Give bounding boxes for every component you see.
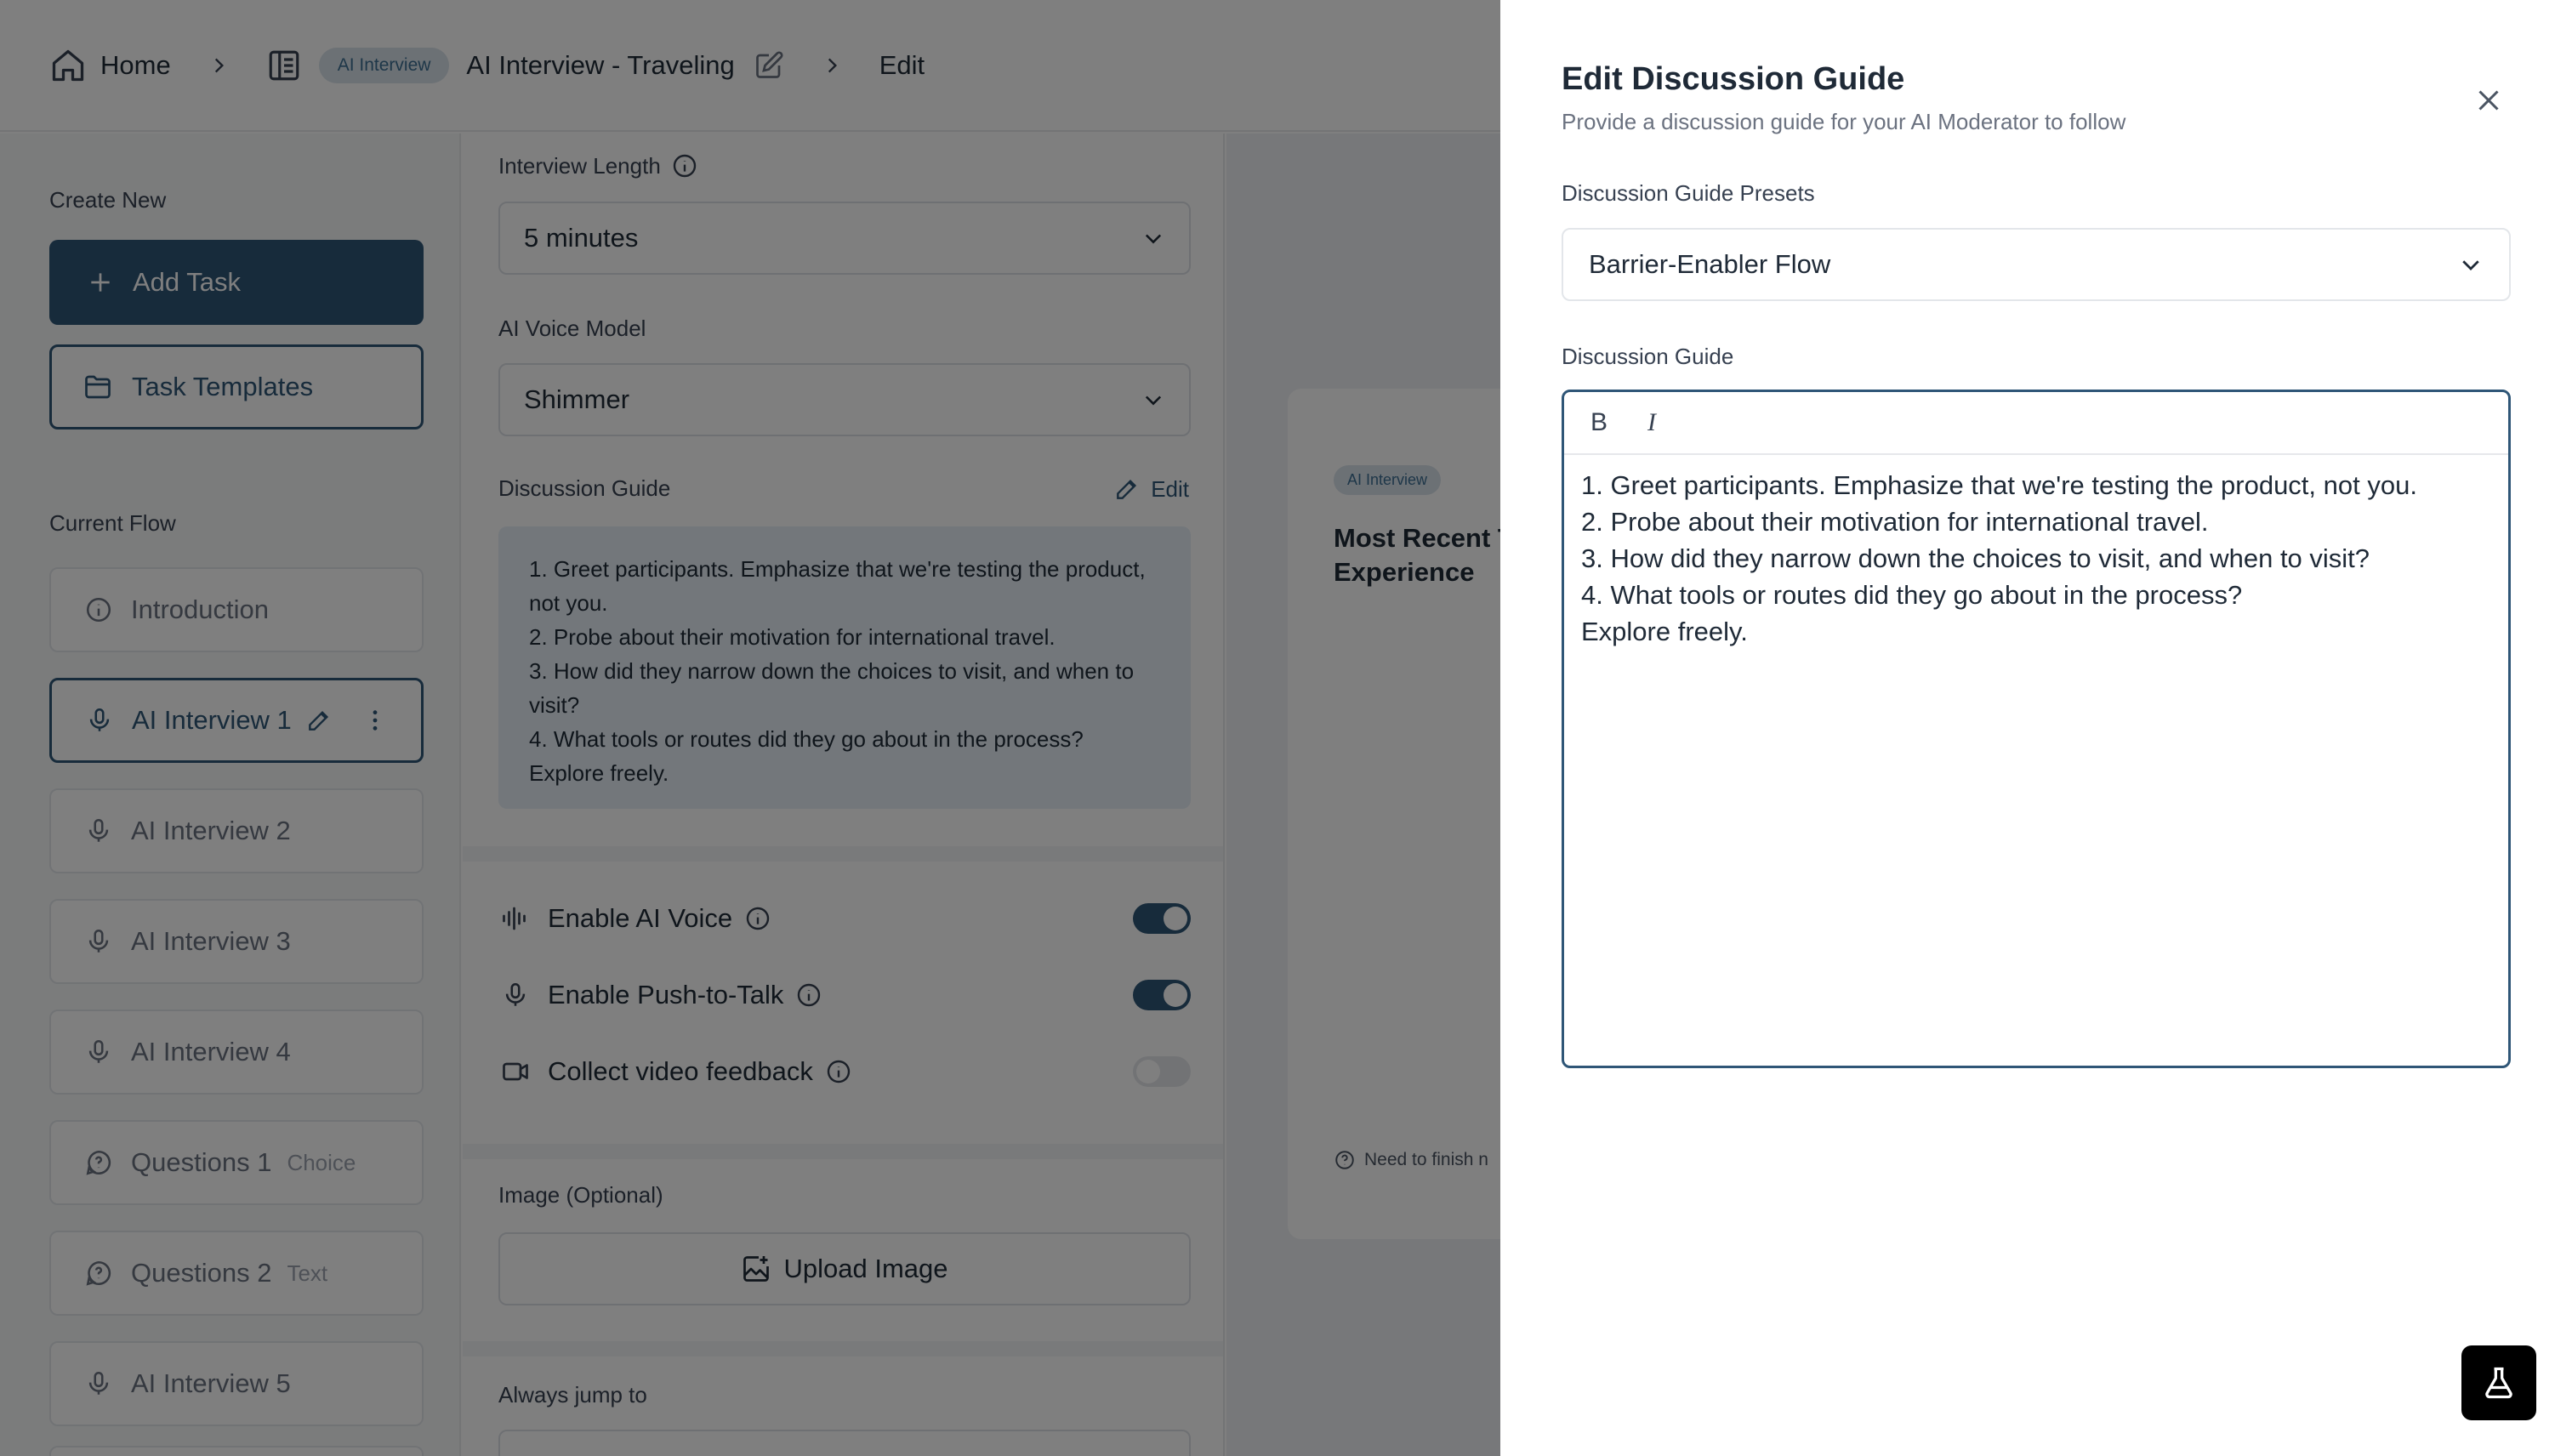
close-icon[interactable] — [2470, 82, 2507, 119]
drawer-subtitle: Provide a discussion guide for your AI Moderator to follow — [1562, 109, 2126, 134]
bold-button[interactable]: B — [1590, 408, 1608, 436]
editor-line: Explore freely. — [1581, 617, 1748, 646]
flask-icon — [2480, 1364, 2518, 1402]
edit-discussion-guide-drawer — [1500, 0, 2572, 1456]
flask-button[interactable] — [2461, 1345, 2536, 1420]
editor-toolbar — [1564, 392, 2508, 455]
chevron-down-icon — [2458, 252, 2484, 277]
preset-select[interactable] — [1562, 228, 2511, 301]
editor-line: 3. How did they narrow down the choices to visit, and when to visit? — [1581, 543, 2370, 573]
editor-line: 4. What tools or routes did they go about in the process? — [1581, 580, 2243, 610]
discussion-guide-editor[interactable] — [1562, 390, 2511, 1068]
guide-label: Discussion Guide — [1562, 344, 1734, 369]
editor-line: 1. Greet participants. Emphasize that we're testing the product, not you. — [1581, 470, 2417, 500]
editor-line: 2. Probe about their motivation for international travel. — [1581, 507, 2209, 537]
presets-label: Discussion Guide Presets — [1562, 180, 1815, 206]
italic-button[interactable]: I — [1647, 408, 1656, 436]
drawer-title: Edit Discussion Guide — [1562, 61, 1905, 97]
preset-value: Barrier-Enabler Flow — [1589, 249, 1831, 279]
editor-content[interactable] — [1564, 455, 2508, 662]
